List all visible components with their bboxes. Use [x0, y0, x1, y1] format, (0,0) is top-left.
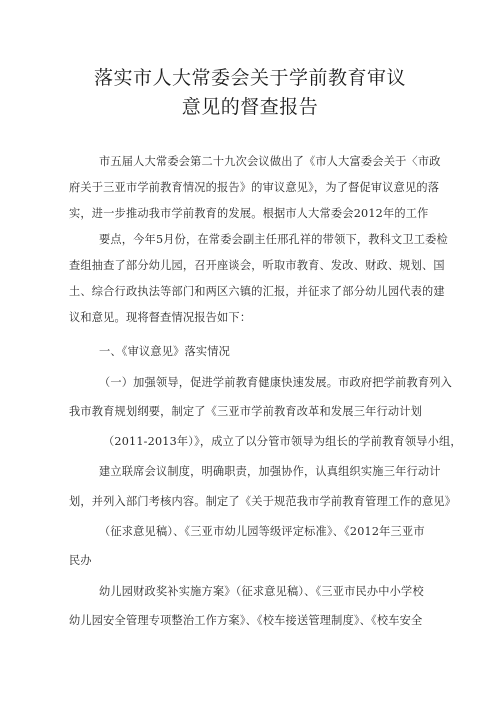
body-line-6: 土、综合行政执法等部门和两区六镇的汇报，并征求了部分幼儿园代表的建 [69, 285, 445, 298]
body-line-10: 我市教育规划纲要，制定了《三亚市学前教育改革和发展三年行动计划 [69, 405, 423, 418]
body-line-15: 民办 [69, 554, 92, 567]
body-line-17: 幼儿园安全管理专项整治工作方案》、《校车接送管理制度》、《校车安全 [69, 614, 423, 627]
body-line-7: 议和意见。现将督查情况报告如下： [69, 311, 252, 324]
body-line-3: 实，进一步推动我市学前教育的发展。根据市人大常委会2012年的工作 [69, 207, 429, 220]
body-line-16: 幼儿园财政奖补实施方案》（征求意见稿）、《三亚市民办中小学校 [99, 585, 424, 598]
body-line-1: 市五届人大常委会第二十九次会议做出了《市人大富委会关于〈市政 [99, 155, 441, 168]
body-line-9: （一）加强领导，促进学前教育健康快速发展。市政府把学前教育列入 [99, 376, 453, 389]
body-line-13: 划，并列入部门考核内容。制定了《关于规范我市学前教育管理工作的意见》 [69, 495, 457, 508]
body-line-11: （2011-2013年）》，成立了以分管市领导为组长的学前教育领导小组， [103, 435, 462, 448]
section-heading: 一、《审议意见》落实情况 [99, 345, 231, 358]
document-title-line-2: 意见的督查报告 [181, 96, 319, 118]
body-line-2: 府关于三亚市学前教育情况的报告》的审议意见》，为了督促审议意见的落 [69, 181, 440, 194]
body-line-4: 要点，今年5月份，在常委会副主任邢孔祥的带领下，教科文卫工委检 [99, 233, 448, 246]
body-line-5: 查组抽查了部分幼儿园，召开座谈会，听取市教育、发改、财政、规划、国 [69, 259, 445, 272]
body-line-12: 建立联席会议制度，明确职责，加强协作，认真组织实施三年行动计 [99, 465, 441, 478]
body-line-14: （征求意见稿）、《三亚市幼儿园等级评定标准》、《2012年三亚市 [99, 525, 425, 538]
document-title-line-1: 落实市人大常委会关于学前教育审议 [93, 67, 406, 89]
